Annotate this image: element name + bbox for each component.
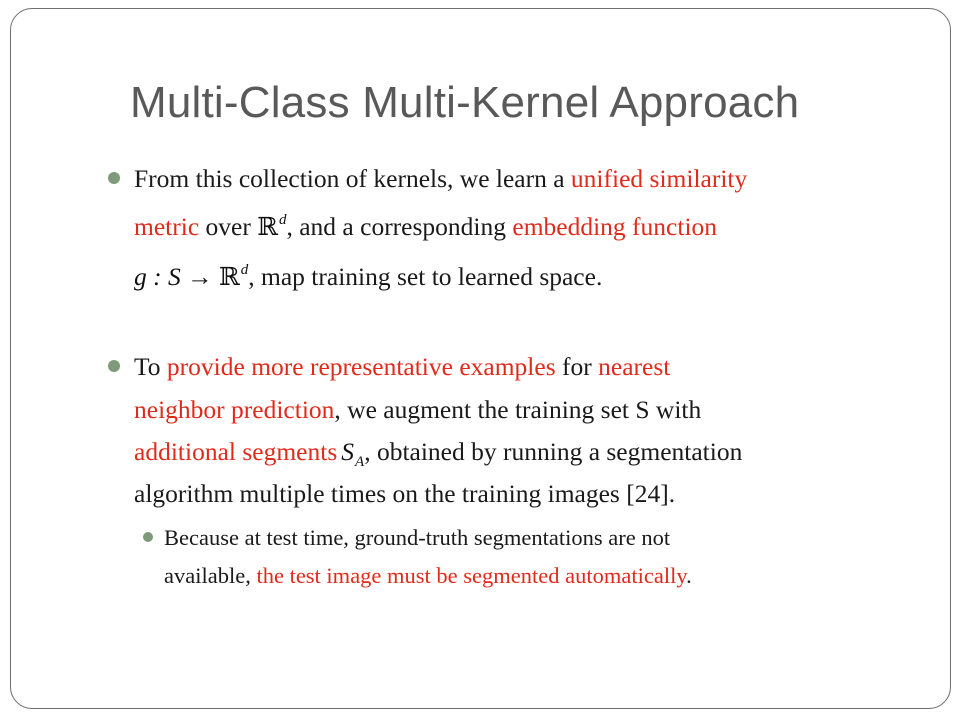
bullet-marker (108, 172, 120, 184)
highlight-text: nearest (598, 352, 671, 381)
text-segment: , map training set to learned space. (248, 262, 603, 291)
bullet-1-line-2 (134, 204, 717, 243)
sub-bullet-line-2 (164, 561, 692, 591)
sub-bullet-line-1 (164, 523, 670, 553)
text-segment: Because at test time, ground-truth segmentations are not (164, 525, 671, 550)
math-arrow: → (180, 262, 219, 291)
slide-title: Multi-Class Multi-Kernel Approach (130, 78, 800, 127)
sub-bullet-marker (143, 532, 153, 542)
bullet-2-line-3 (134, 436, 742, 478)
math-subscript: A (355, 454, 365, 470)
bullet-marker (108, 360, 120, 372)
text-segment: , we augment the training set S with (334, 395, 702, 424)
highlight-text: provide more representative examples (166, 352, 556, 381)
math-symbol: ℝ (219, 262, 240, 291)
text-segment: over (199, 212, 258, 241)
text-segment: algorithm multiple times on the training images [24]. (134, 479, 676, 508)
math-symbol: g : S (134, 262, 181, 291)
text-segment: , and a corresponding (286, 212, 513, 241)
text-segment: To (134, 352, 167, 381)
math-embedding-function (134, 254, 248, 293)
math-real-space (257, 204, 286, 243)
math-superscript: d (278, 212, 287, 228)
text-segment: for (555, 352, 599, 381)
highlight-text: additional segments (134, 437, 338, 466)
highlight-text: the test image must be segmented automatically (256, 563, 687, 588)
bullet-2-line-1 (134, 351, 670, 383)
text-segment: From this collection of kernels, we learn a (134, 164, 571, 193)
bullet-2-line-2 (134, 394, 701, 426)
highlight-text: metric (134, 212, 200, 241)
bullet-2-line-4 (134, 478, 675, 510)
math-augmented-set (341, 436, 364, 478)
text-segment: , obtained by running a segmentation (364, 437, 743, 466)
highlight-text: embedding function (512, 212, 718, 241)
highlight-text: unified similarity (570, 164, 748, 193)
highlight-text: neighbor prediction (134, 395, 335, 424)
math-symbol: S (341, 437, 355, 466)
bullet-1-line-3 (134, 254, 602, 293)
math-symbol: ℝ (257, 212, 278, 241)
math-superscript: d (240, 262, 249, 278)
text-segment: available, (164, 563, 257, 588)
bullet-1-line-1 (134, 163, 747, 195)
text-segment: . (686, 563, 692, 588)
